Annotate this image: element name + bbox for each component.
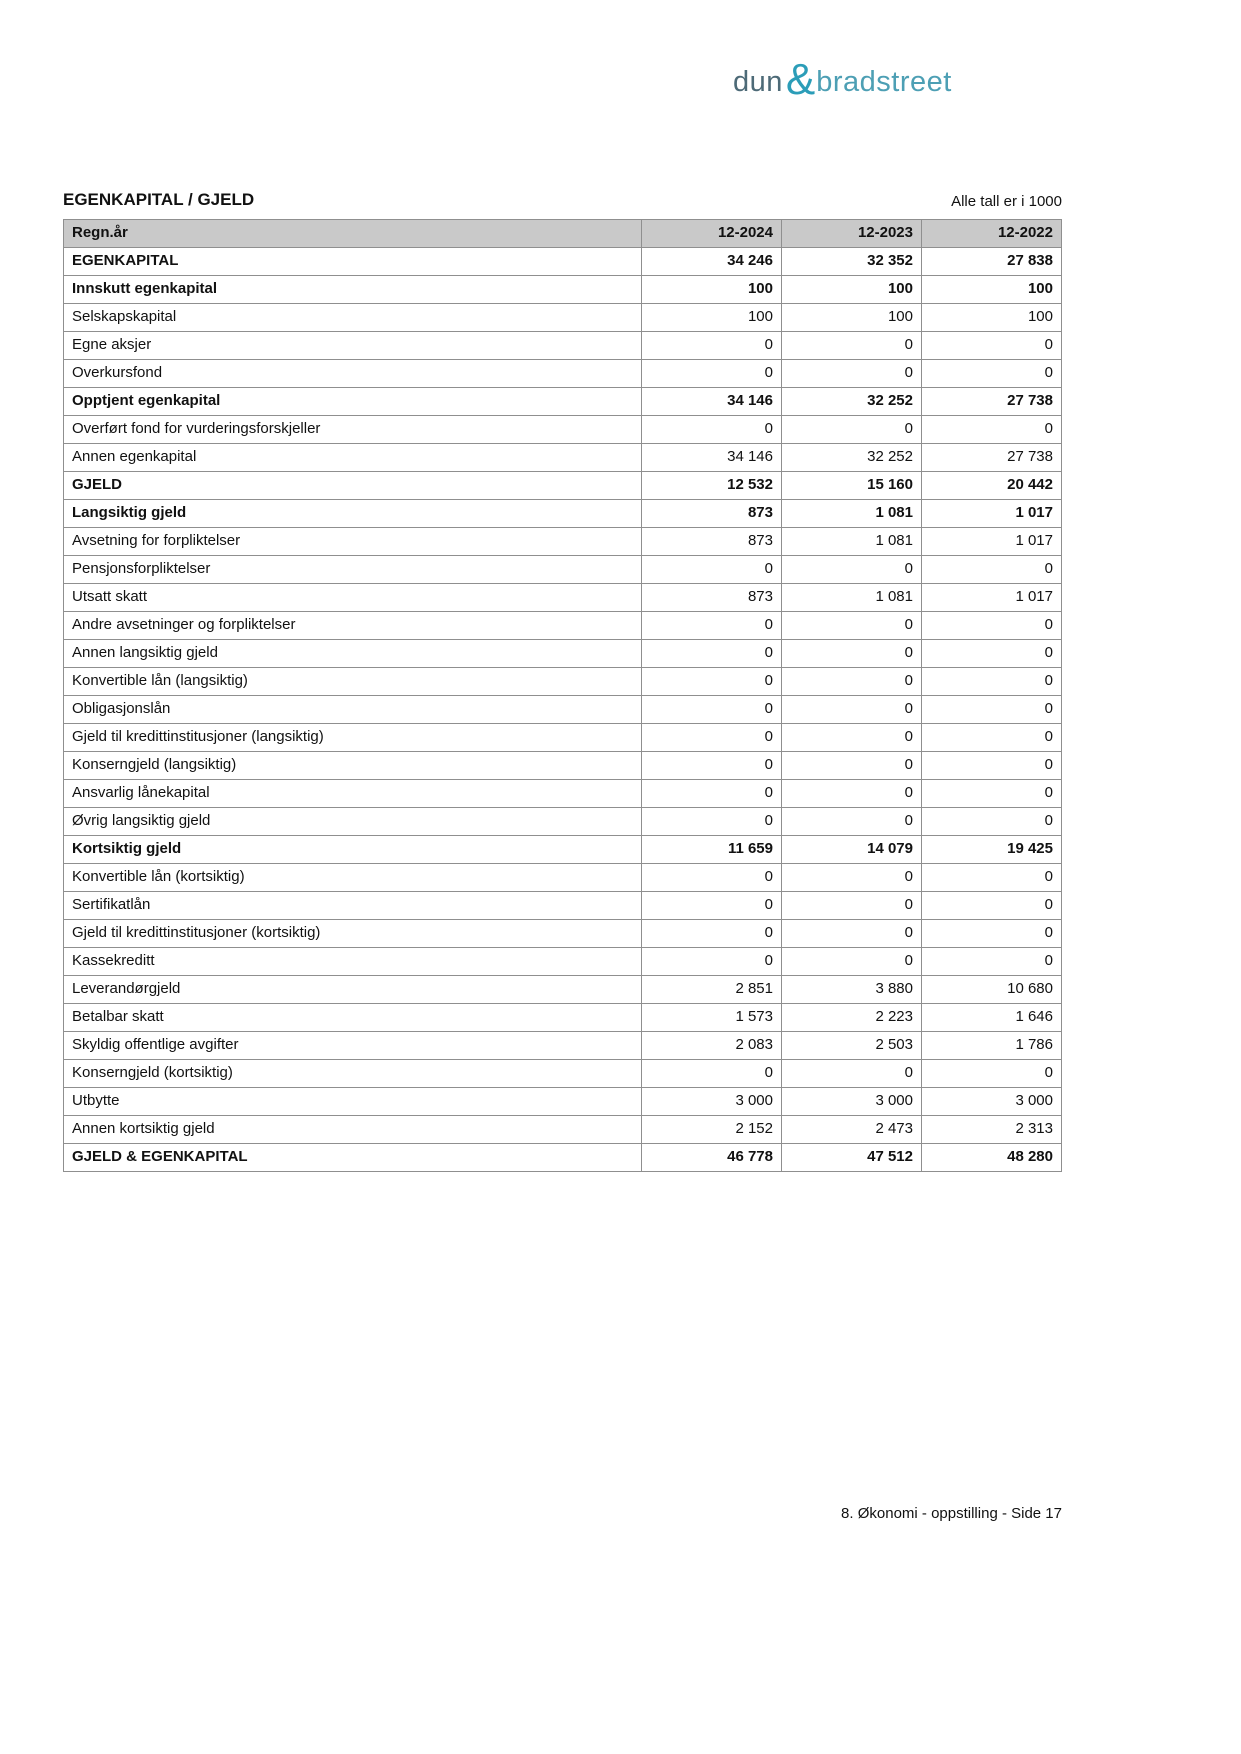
row-value: 0 — [782, 612, 922, 640]
row-value: 100 — [642, 276, 782, 304]
row-value: 0 — [922, 948, 1062, 976]
row-value: 0 — [922, 696, 1062, 724]
row-value: 3 000 — [782, 1088, 922, 1116]
table-row — [64, 444, 1062, 472]
row-value: 3 000 — [922, 1088, 1062, 1116]
row-label: Annen egenkapital — [64, 444, 642, 472]
row-value: 0 — [782, 752, 922, 780]
table-row — [64, 584, 1062, 612]
row-value: 0 — [922, 360, 1062, 388]
row-value: 10 680 — [922, 976, 1062, 1004]
row-value: 0 — [922, 724, 1062, 752]
equity-debt-table — [63, 219, 1062, 1172]
row-value: 2 851 — [642, 976, 782, 1004]
logo-word-bradstreet: bradstreet — [816, 66, 952, 98]
row-value: 0 — [782, 892, 922, 920]
row-label: Betalbar skatt — [64, 1004, 642, 1032]
table-row — [64, 1032, 1062, 1060]
row-value: 0 — [922, 640, 1062, 668]
row-value: 27 738 — [922, 444, 1062, 472]
row-value: 14 079 — [782, 836, 922, 864]
logo-word-dun: dun — [733, 66, 783, 98]
row-value: 100 — [782, 276, 922, 304]
row-value: 0 — [922, 780, 1062, 808]
row-label: Annen langsiktig gjeld — [64, 640, 642, 668]
row-value: 873 — [642, 528, 782, 556]
row-value: 47 512 — [782, 1144, 922, 1172]
row-value: 34 146 — [642, 388, 782, 416]
row-label: Obligasjonslån — [64, 696, 642, 724]
row-value: 27 738 — [922, 388, 1062, 416]
row-value: 2 083 — [642, 1032, 782, 1060]
row-value: 2 152 — [642, 1116, 782, 1144]
row-value: 34 246 — [642, 248, 782, 276]
row-value: 0 — [782, 332, 922, 360]
row-label: Avsetning for forpliktelser — [64, 528, 642, 556]
table-row — [64, 1060, 1062, 1088]
row-value: 0 — [642, 724, 782, 752]
row-value: 0 — [642, 920, 782, 948]
row-value: 873 — [642, 584, 782, 612]
row-label: Langsiktig gjeld — [64, 500, 642, 528]
row-label: GJELD & EGENKAPITAL — [64, 1144, 642, 1172]
row-value: 12 532 — [642, 472, 782, 500]
row-value: 1 646 — [922, 1004, 1062, 1032]
table-row — [64, 360, 1062, 388]
column-header-12-2022: 12-2022 — [922, 220, 1062, 248]
table-row — [64, 1144, 1062, 1172]
row-label: EGENKAPITAL — [64, 248, 642, 276]
row-value: 0 — [922, 808, 1062, 836]
row-label: Utbytte — [64, 1088, 642, 1116]
table-row — [64, 808, 1062, 836]
table-row — [64, 920, 1062, 948]
row-value: 2 223 — [782, 1004, 922, 1032]
row-value: 0 — [642, 668, 782, 696]
row-label: Selskapskapital — [64, 304, 642, 332]
column-header-year: Regn.år — [64, 220, 642, 248]
row-label: Overkursfond — [64, 360, 642, 388]
title-row — [63, 190, 1062, 210]
table-row — [64, 276, 1062, 304]
row-value: 0 — [642, 752, 782, 780]
row-value: 1 017 — [922, 500, 1062, 528]
row-value: 0 — [642, 332, 782, 360]
table-row — [64, 388, 1062, 416]
row-value: 1 081 — [782, 500, 922, 528]
row-value: 0 — [782, 920, 922, 948]
row-value: 100 — [782, 304, 922, 332]
row-value: 11 659 — [642, 836, 782, 864]
row-label: Andre avsetninger og forpliktelser — [64, 612, 642, 640]
row-value: 100 — [922, 276, 1062, 304]
row-label: Kortsiktig gjeld — [64, 836, 642, 864]
row-value: 3 880 — [782, 976, 922, 1004]
table-row — [64, 696, 1062, 724]
table-row — [64, 864, 1062, 892]
row-value: 34 146 — [642, 444, 782, 472]
row-value: 0 — [922, 668, 1062, 696]
table-row — [64, 528, 1062, 556]
row-value: 2 503 — [782, 1032, 922, 1060]
table-row — [64, 976, 1062, 1004]
row-value: 15 160 — [782, 472, 922, 500]
row-label: Konserngjeld (kortsiktig) — [64, 1060, 642, 1088]
row-value: 0 — [922, 612, 1062, 640]
row-label: Øvrig langsiktig gjeld — [64, 808, 642, 836]
column-header-12-2024: 12-2024 — [642, 220, 782, 248]
row-value: 0 — [782, 416, 922, 444]
row-value: 0 — [922, 332, 1062, 360]
page-title: EGENKAPITAL / GJELD — [63, 190, 255, 209]
row-value: 48 280 — [922, 1144, 1062, 1172]
row-value: 0 — [922, 920, 1062, 948]
row-value: 0 — [922, 752, 1062, 780]
row-value: 0 — [642, 1060, 782, 1088]
row-value: 1 017 — [922, 584, 1062, 612]
row-value: 0 — [642, 612, 782, 640]
table-row — [64, 500, 1062, 528]
row-value: 0 — [782, 1060, 922, 1088]
units-note: Alle tall er i 1000 — [951, 193, 1062, 210]
row-value: 0 — [642, 780, 782, 808]
row-value: 873 — [642, 500, 782, 528]
row-value: 0 — [922, 864, 1062, 892]
row-value: 100 — [642, 304, 782, 332]
row-label: Pensjonsforpliktelser — [64, 556, 642, 584]
row-value: 0 — [782, 864, 922, 892]
row-value: 0 — [782, 724, 922, 752]
row-value: 19 425 — [922, 836, 1062, 864]
row-label: Leverandørgjeld — [64, 976, 642, 1004]
row-value: 0 — [922, 892, 1062, 920]
dun-bradstreet-logo — [733, 54, 952, 104]
row-value: 0 — [642, 864, 782, 892]
row-value: 0 — [642, 640, 782, 668]
row-value: 0 — [782, 780, 922, 808]
row-label: Overført fond for vurderingsforskjeller — [64, 416, 642, 444]
row-value: 0 — [642, 360, 782, 388]
row-value: 0 — [642, 556, 782, 584]
row-value: 0 — [642, 948, 782, 976]
row-value: 32 252 — [782, 444, 922, 472]
row-label: Sertifikatlån — [64, 892, 642, 920]
row-value: 0 — [642, 892, 782, 920]
table-row — [64, 948, 1062, 976]
row-value: 0 — [782, 360, 922, 388]
table-row — [64, 332, 1062, 360]
row-label: Gjeld til kredittinstitusjoner (kortsiktig) — [64, 920, 642, 948]
table-row — [64, 248, 1062, 276]
row-label: Kassekreditt — [64, 948, 642, 976]
table-row — [64, 640, 1062, 668]
row-label: Konvertible lån (langsiktig) — [64, 668, 642, 696]
row-value: 2 313 — [922, 1116, 1062, 1144]
table-row — [64, 892, 1062, 920]
row-label: Annen kortsiktig gjeld — [64, 1116, 642, 1144]
table-row — [64, 556, 1062, 584]
row-label: Konvertible lån (kortsiktig) — [64, 864, 642, 892]
row-value: 32 252 — [782, 388, 922, 416]
row-value: 1 573 — [642, 1004, 782, 1032]
table-row — [64, 1088, 1062, 1116]
table-row — [64, 1004, 1062, 1032]
row-value: 0 — [782, 948, 922, 976]
row-value: 1 786 — [922, 1032, 1062, 1060]
table-row — [64, 1116, 1062, 1144]
row-value: 0 — [642, 696, 782, 724]
table-row — [64, 668, 1062, 696]
row-value: 0 — [922, 1060, 1062, 1088]
row-value: 0 — [922, 416, 1062, 444]
row-value: 27 838 — [922, 248, 1062, 276]
row-value: 3 000 — [642, 1088, 782, 1116]
row-value: 100 — [922, 304, 1062, 332]
logo-ampersand-icon: & — [785, 54, 816, 104]
row-label: Gjeld til kredittinstitusjoner (langsiktig) — [64, 724, 642, 752]
row-value: 0 — [782, 668, 922, 696]
row-value: 0 — [642, 808, 782, 836]
report-content — [63, 190, 1062, 1172]
table-header-row — [64, 220, 1062, 248]
row-value: 20 442 — [922, 472, 1062, 500]
table-row — [64, 304, 1062, 332]
row-value: 0 — [642, 416, 782, 444]
table-row — [64, 612, 1062, 640]
table-row — [64, 416, 1062, 444]
row-value: 2 473 — [782, 1116, 922, 1144]
column-header-12-2023: 12-2023 — [782, 220, 922, 248]
page-footer: 8. Økonomi - oppstilling - Side 17 — [841, 1505, 1062, 1522]
row-value: 32 352 — [782, 248, 922, 276]
row-value: 0 — [782, 556, 922, 584]
row-value: 0 — [922, 556, 1062, 584]
row-value: 0 — [782, 640, 922, 668]
row-label: Ansvarlig lånekapital — [64, 780, 642, 808]
table-row — [64, 836, 1062, 864]
row-value: 0 — [782, 696, 922, 724]
row-label: Innskutt egenkapital — [64, 276, 642, 304]
table-row — [64, 724, 1062, 752]
table-row — [64, 780, 1062, 808]
row-label: Opptjent egenkapital — [64, 388, 642, 416]
table-row — [64, 752, 1062, 780]
table-row — [64, 472, 1062, 500]
row-label: Konserngjeld (langsiktig) — [64, 752, 642, 780]
row-label: Egne aksjer — [64, 332, 642, 360]
row-value: 1 081 — [782, 528, 922, 556]
row-value: 1 081 — [782, 584, 922, 612]
row-value: 0 — [782, 808, 922, 836]
row-label: Utsatt skatt — [64, 584, 642, 612]
row-label: GJELD — [64, 472, 642, 500]
row-value: 46 778 — [642, 1144, 782, 1172]
row-value: 1 017 — [922, 528, 1062, 556]
row-label: Skyldig offentlige avgifter — [64, 1032, 642, 1060]
